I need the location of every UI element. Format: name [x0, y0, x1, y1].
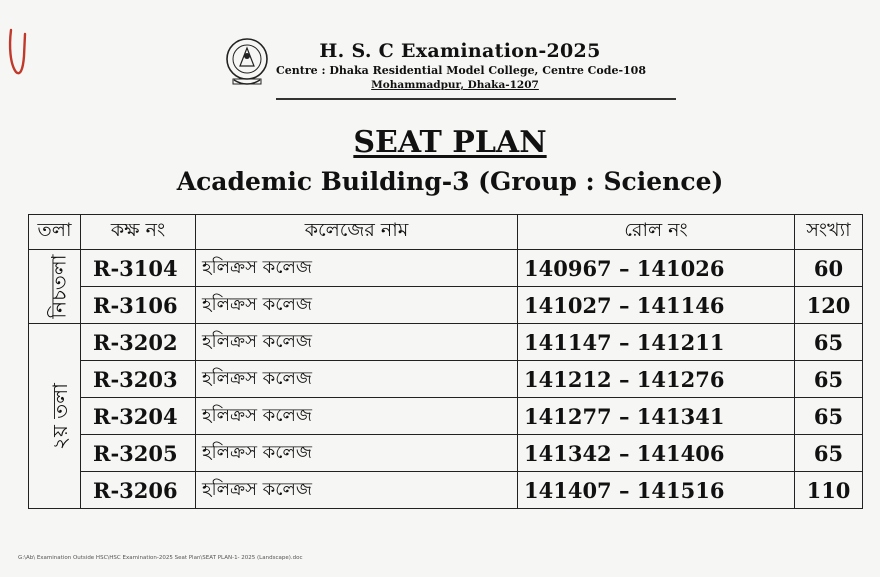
college-seal-logo-icon [224, 36, 270, 88]
red-pen-mark-icon [6, 26, 32, 78]
student-count: 120 [795, 287, 863, 324]
table-row [29, 361, 863, 398]
centre-info: Centre : Dhaka Residential Model College, Centre Code-108 [276, 64, 646, 77]
room-number: R-3203 [81, 361, 196, 398]
exam-title: H. S. C Examination-2025 [319, 40, 601, 62]
floor-label: নিচতলা [29, 250, 81, 324]
table-header-row [29, 215, 863, 250]
room-number: R-3205 [81, 435, 196, 472]
student-count: 65 [795, 361, 863, 398]
room-number: R-3202 [81, 324, 196, 361]
room-number: R-3204 [81, 398, 196, 435]
room-number: R-3106 [81, 287, 196, 324]
header-divider [276, 98, 676, 100]
roll-range: 141147 – 141211 [518, 324, 795, 361]
roll-range: 140967 – 141026 [518, 250, 795, 287]
table-row [29, 472, 863, 509]
college-name: হলিক্রস কলেজ [196, 250, 518, 287]
table-row [29, 324, 863, 361]
header-college-name: কলেজের নাম [196, 215, 518, 250]
page-title: SEAT PLAN [353, 125, 547, 160]
college-name: হলিক্রস কলেজ [196, 398, 518, 435]
header-room-no: কক্ষ নং [81, 215, 196, 250]
header-floor: তলা [29, 215, 81, 250]
college-name: হলিক্রস কলেজ [196, 472, 518, 509]
seat-plan-table [28, 214, 863, 509]
footer-file-path: G:\Ab\ Examination Outside HSC\HSC Examination-2025 Seat Plan\SEAT PLAN-1- 2025 (Landscape).doc [18, 555, 303, 561]
centre-address: Mohammadpur, Dhaka-1207 [371, 79, 539, 91]
room-number: R-3206 [81, 472, 196, 509]
roll-range: 141212 – 141276 [518, 361, 795, 398]
building-title: Academic Building-3 (Group : Science) [176, 167, 724, 196]
table-row [29, 398, 863, 435]
header-count: সংখ্যা [795, 215, 863, 250]
college-name: হলিক্রস কলেজ [196, 287, 518, 324]
room-number: R-3104 [81, 250, 196, 287]
roll-range: 141277 – 141341 [518, 398, 795, 435]
student-count: 60 [795, 250, 863, 287]
roll-range: 141027 – 141146 [518, 287, 795, 324]
student-count: 65 [795, 398, 863, 435]
header-roll-no: রোল নং [518, 215, 795, 250]
college-name: হলিক্রস কলেজ [196, 324, 518, 361]
roll-range: 141407 – 141516 [518, 472, 795, 509]
student-count: 65 [795, 435, 863, 472]
floor-label: ২য় তলা [29, 324, 81, 509]
roll-range: 141342 – 141406 [518, 435, 795, 472]
table-row [29, 250, 863, 287]
student-count: 110 [795, 472, 863, 509]
college-name: হলিক্রস কলেজ [196, 435, 518, 472]
table-row [29, 435, 863, 472]
college-name: হলিক্রস কলেজ [196, 361, 518, 398]
student-count: 65 [795, 324, 863, 361]
table-row [29, 287, 863, 324]
